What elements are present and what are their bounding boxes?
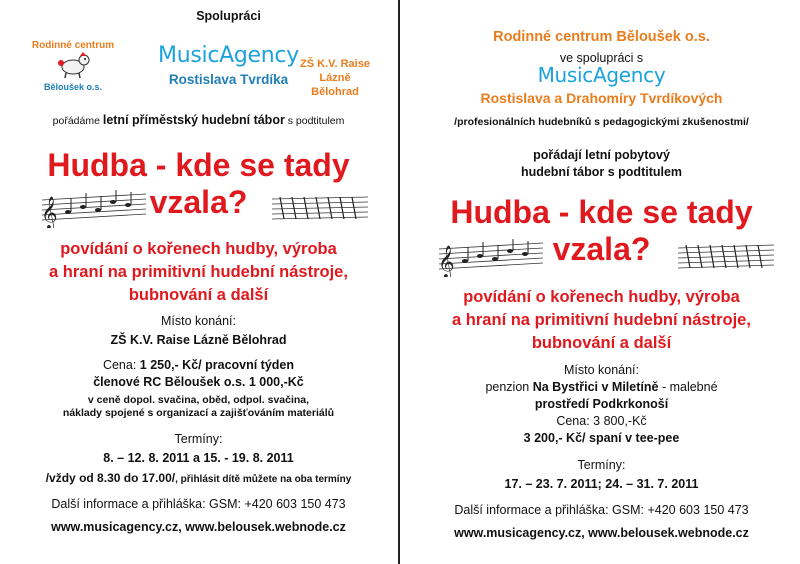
intro-text: pořádáme letní příměstský hudební tábor s podtitulem [52, 113, 345, 127]
venue: penzion Na Bystřici v Miletíně - malebné [485, 380, 718, 394]
terms: 8. – 12. 8. 2011 a 15. - 19. 8. 2011 [103, 451, 294, 465]
music-staff-icon [38, 190, 148, 228]
brand-persons: Rostislava a Drahomíry Tvrdíkových [480, 90, 723, 106]
contact: Další informace a přihláška: GSM: +420 603 150 473 [454, 503, 749, 517]
cooperation-label: Spolupráci [196, 9, 261, 23]
intro-line1: pořádají letní pobytový [533, 148, 670, 162]
event-title-line2: vzala? [149, 184, 248, 220]
musicagency-logo: MusicAgency [158, 43, 299, 68]
event-title-line1: Hudba - kde se tady [450, 194, 753, 230]
website-links[interactable]: www.musicagency.cz, www.belousek.webnode.cz [51, 520, 346, 534]
price-members: členové RC Běloušek o.s. 1 000,-Kč [93, 375, 304, 389]
cooperation-label: ve spolupráci s [559, 51, 644, 65]
contact: Další informace a přihláška: GSM: +420 603 150 473 [51, 497, 346, 511]
svg-text:𝄞: 𝄞 [438, 245, 455, 277]
terms-label: Termíny: [577, 458, 626, 472]
terms-label: Termíny: [174, 432, 223, 446]
terms: 17. – 23. 7. 2011; 24. – 31. 7. 2011 [504, 477, 699, 491]
music-staff-icon [270, 193, 370, 225]
event-title-line2: vzala? [552, 231, 651, 267]
subtitle-line1: povídání o kořenech hudby, výroba [463, 288, 740, 306]
venue-line2: prostředí Podkrkonoší [534, 397, 669, 411]
organizer: Rodinné centrum Běloušek o.s. [493, 29, 710, 45]
price-included-line2: náklady spojené s organizací a zajišťováním materiálů [62, 407, 335, 419]
subtitle-line2: a hraní na primitivní hudební nástroje, [452, 311, 751, 329]
subtitle-line3: bubnování a další [531, 334, 672, 352]
right-flyer [403, 0, 800, 564]
music-staff-icon [676, 240, 776, 274]
musicagency-logo: MusicAgency [537, 63, 666, 87]
hours: /vždy od 8.30 do 17.00/, přihlásit dítě můžete na oba termíny [45, 471, 352, 485]
website-links[interactable]: www.musicagency.cz, www.belousek.webnode.cz [454, 526, 749, 540]
intro-line2: hudební tábor s podtitulem [520, 165, 683, 179]
venue-label: Místo konání: [563, 363, 640, 377]
subtitle-line2: a hraní na primitivní hudební nástroje, [49, 263, 348, 281]
subtitle-line1: povídání o kořenech hudby, výroba [60, 240, 337, 258]
brand-person: Rostislava Tvrdíka [168, 72, 289, 87]
school-logo: ZŠ K.V. Raise Lázně Bělohrad [300, 58, 370, 98]
subtitle-line3: bubnování a další [128, 286, 269, 304]
event-title-line1: Hudba - kde se tady [47, 147, 350, 183]
music-staff-icon [435, 237, 545, 277]
left-flyer [0, 0, 397, 564]
professionals-note: /profesionálních hudebníků s pedagogickými zkušenostmi/ [454, 116, 749, 128]
svg-text:𝄞: 𝄞 [41, 196, 58, 228]
price: Cena: 1 250,- Kč/ pracovní týden [102, 358, 295, 372]
venue: ZŠ K.V. Raise Lázně Bělohrad [110, 333, 287, 347]
price-tent: 3 200,- Kč/ spaní v tee-pee [523, 431, 680, 445]
price: Cena: 3 800,-Kč [556, 414, 647, 428]
price-included-line1: v ceně dopol. svačina, oběd, odpol. svačina, [87, 394, 310, 406]
rc-belousek-logo: Rodinné centrum Běloušek o.s. [31, 40, 115, 92]
divider [398, 0, 400, 564]
venue-label: Místo konání: [160, 314, 237, 328]
